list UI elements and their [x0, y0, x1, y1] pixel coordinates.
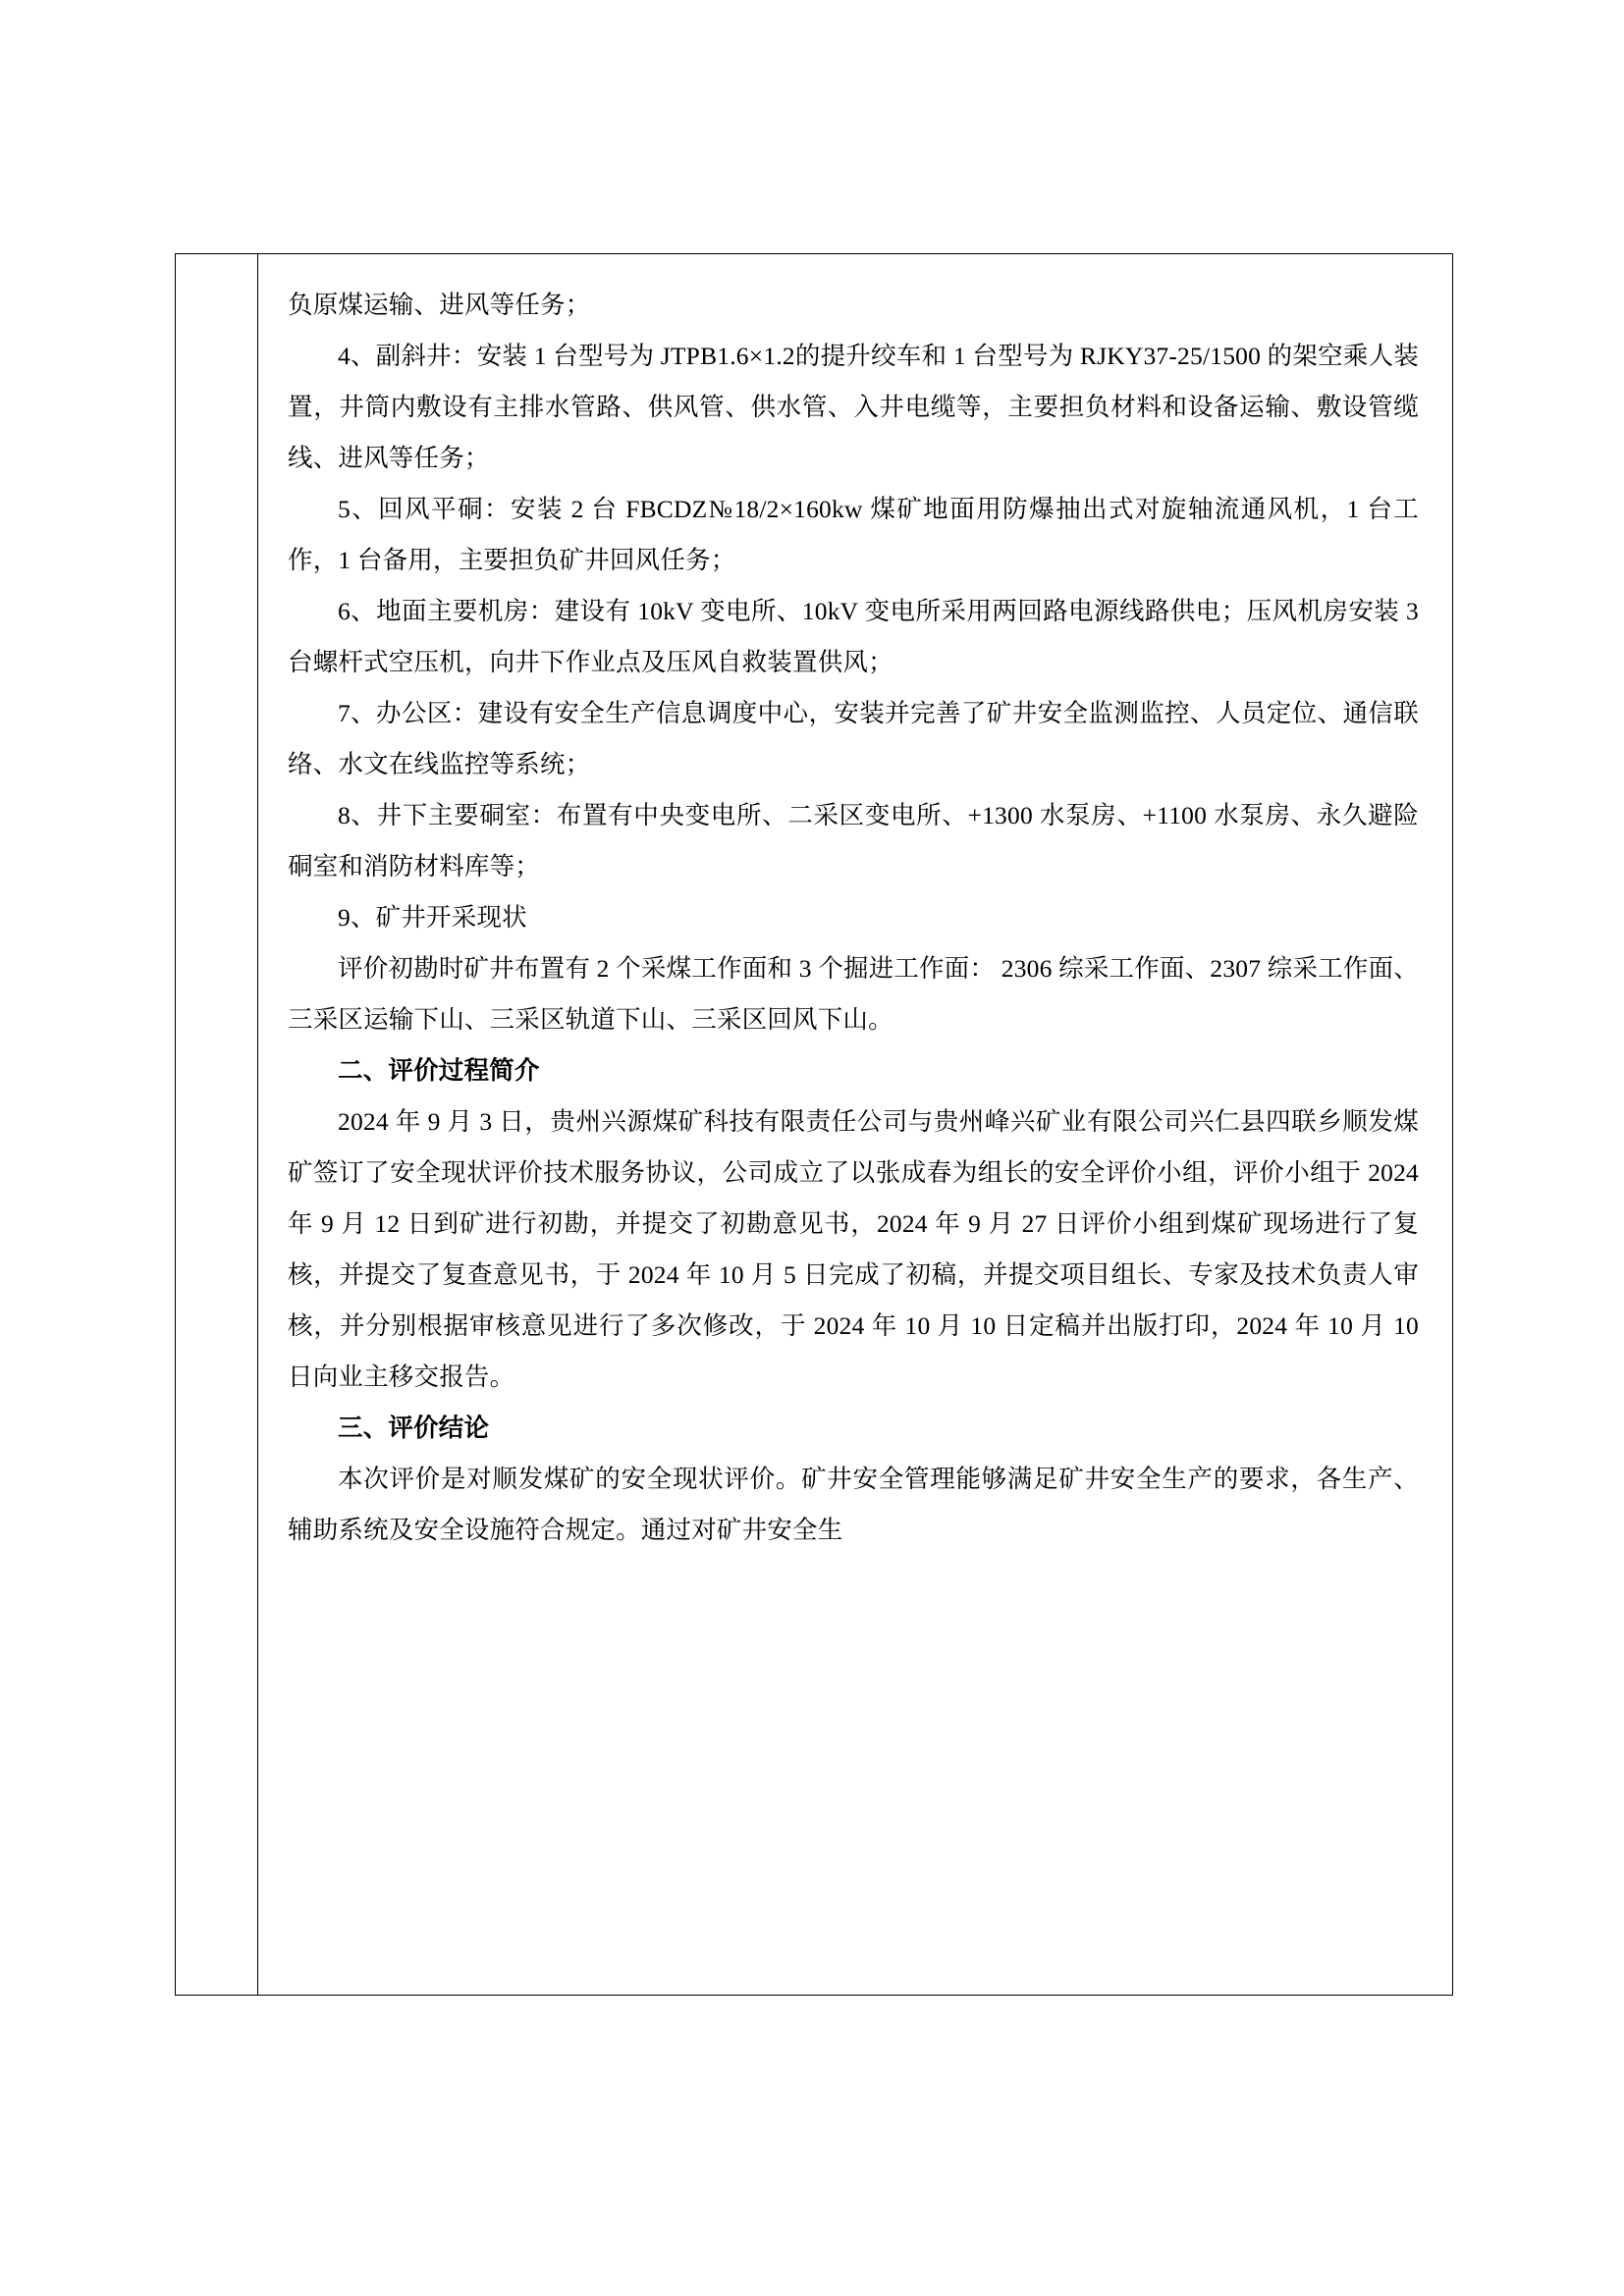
table-label-column: [176, 254, 258, 1995]
paragraph: 评价初勘时矿井布置有 2 个采煤工作面和 3 个掘进工作面： 2306 综采工作面、2307 综采工作面、三采区运输下山、三采区轨道下山、三采区回风下山。: [288, 954, 1419, 1034]
paragraph: 6、地面主要机房：建设有 10kV 变电所、10kV 变电所采用两回路电源线路供电；压风机房安装 3 台螺杆式空压机，向井下作业点及压风自救装置供风；: [288, 597, 1419, 676]
document-table: [175, 253, 1453, 1996]
paragraph: 5、回风平硐：安装 2 台 FBCDZ№18/2×160kw 煤矿地面用防爆抽出式对旋轴流通风机，1 台工作，1 台备用，主要担负矿井回风任务；: [288, 495, 1419, 574]
paragraph: 2024 年 9 月 3 日，贵州兴源煤矿科技有限责任公司与贵州峰兴矿业有限公司兴仁县四联乡顺发煤矿签订了安全现状评价技术服务协议，公司成立了以张成春为组长的安全评价小组，评价小组于 2024 年 9 月 12 日到矿进行初勘，并提交了初勘意见书，2024 年 9 月 27 日评价小组到煤矿现场进行了复核，并提交了复查意见书，于 2024 年 10 月 5 日完成了初稿，并提交项目组长、专家及技术负责人审核，并分别根据审核意见进行了多次修改，于 2024 年 10 月 10 日定稿并出版打印，2024 年 10 月 10 日向业主移交报告。: [288, 1107, 1419, 1391]
table-content-column: [258, 254, 1452, 1995]
section-heading: 三、评价结论: [338, 1414, 490, 1442]
paragraph: 负原煤运输、进风等任务；: [288, 291, 591, 319]
paragraph: 9、矿井开采现状: [338, 903, 527, 932]
paragraph: 8、井下主要硐室：布置有中央变电所、二采区变电所、+1300 水泵房、+1100 水泵房、永久避险硐室和消防材料库等；: [288, 801, 1419, 881]
paragraph: 4、副斜井：安装 1 台型号为 JTPB1.6×1.2的提升绞车和 1 台型号为 RJKY37-25/1500 的架空乘人装置，井筒内敷设有主排水管路、供风管、供水管、入井电缆等，主要担负材料和设备运输、敷设管缆线、进风等任务；: [288, 342, 1419, 472]
section-heading: 二、评价过程简介: [338, 1056, 540, 1085]
paragraph: 本次评价是对顺发煤矿的安全现状评价。矿井安全管理能够满足矿井安全生产的要求，各生产、辅助系统及安全设施符合规定。通过对矿井安全生: [288, 1465, 1419, 1544]
paragraph: 7、办公区：建设有安全生产信息调度中心，安装并完善了矿井安全监测监控、人员定位、通信联络、水文在线监控等系统；: [288, 699, 1419, 778]
